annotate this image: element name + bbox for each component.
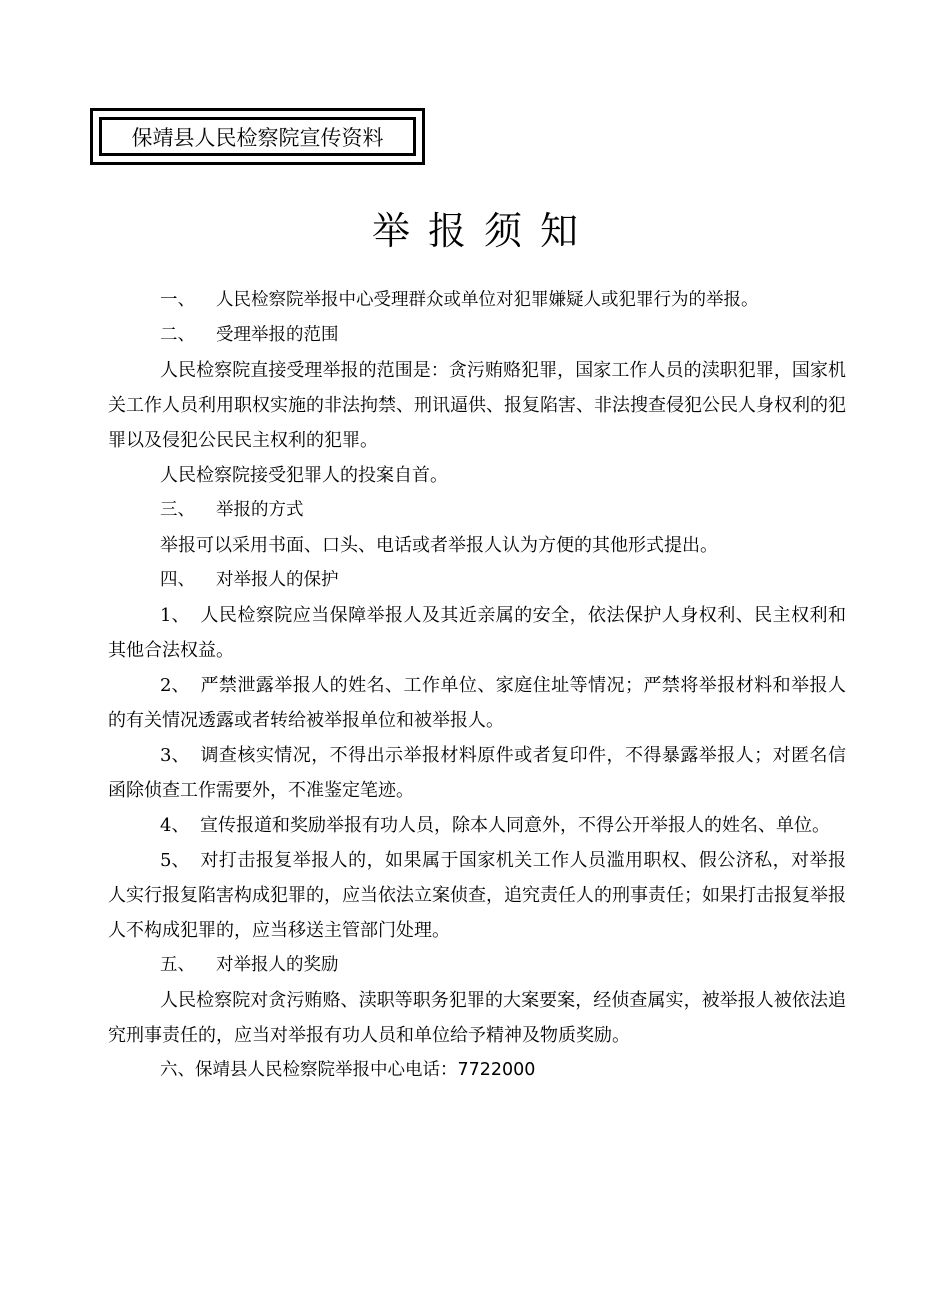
section-6-heading	[108, 1053, 846, 1088]
section-5-number: 五、	[160, 955, 195, 975]
document-title: 举报须知	[371, 209, 596, 253]
section-4-heading	[108, 563, 846, 598]
protection-item	[108, 598, 846, 668]
section-2-paragraph-1: 人民检察院直接受理举报的范围是：贪污贿赂犯罪，国家工作人员的渎职犯罪，国家机关工作人员利用职权实施的非法拘禁、刑讯逼供、报复陷害、非法搜查侵犯公民人身权利的犯罪以及侵犯公民民主权利的犯罪。	[108, 360, 846, 451]
section-3-title: 举报的方式	[216, 500, 304, 520]
section-3-paragraph-1: 举报可以采用书面、口头、电话或者举报人认为方便的其他形式提出。	[160, 535, 718, 556]
protection-item-number: 3、	[160, 745, 190, 766]
section-1	[108, 283, 846, 318]
section-4-title: 对举报人的保护	[216, 570, 339, 590]
section-2-title: 受理举报的范围	[216, 325, 339, 345]
protection-item-number: 1、	[160, 605, 190, 626]
protection-item-number: 2、	[160, 675, 190, 696]
protection-item	[108, 668, 846, 738]
section-6-number: 六、	[160, 1060, 195, 1080]
protection-item	[108, 843, 846, 948]
section-1-text: 人民检察院举报中心受理群众或单位对犯罪嫌疑人或犯罪行为的举报。	[216, 290, 759, 310]
section-4-number: 四、	[160, 570, 195, 590]
hotline-text: 保靖县人民检察院举报中心电话：7722000	[195, 1060, 536, 1080]
protection-item	[108, 738, 846, 808]
protection-item-number: 5、	[160, 850, 190, 871]
section-3-heading	[108, 493, 846, 528]
section-2-heading	[108, 318, 846, 353]
document-body	[108, 283, 846, 1088]
protection-item	[108, 808, 846, 843]
protection-item-number: 4、	[160, 815, 190, 836]
protection-item-text: 严禁泄露举报人的姓名、工作单位、家庭住址等情况；严禁将举报材料和举报人的有关情况透露或者转给被举报单位和被举报人。	[108, 675, 846, 731]
section-5-title: 对举报人的奖励	[216, 955, 339, 975]
section-5-heading	[108, 948, 846, 983]
publicity-stamp-frame	[90, 108, 425, 165]
section-2-paragraph-2: 人民检察院接受犯罪人的投案自首。	[160, 465, 448, 486]
protection-item-text: 调查核实情况，不得出示举报材料原件或者复印件，不得暴露举报人；对匿名信函除侦查工作需要外，不准鉴定笔迹。	[108, 745, 846, 801]
section-3-number: 三、	[160, 500, 195, 520]
publicity-stamp-label: 保靖县人民检察院宣传资料	[99, 117, 416, 156]
section-2-number: 二、	[160, 325, 195, 345]
section-5-paragraph-1: 人民检察院对贪污贿赂、渎职等职务犯罪的大案要案，经侦查属实，被举报人被依法追究刑事责任的，应当对举报有功人员和单位给予精神及物质奖励。	[108, 990, 846, 1046]
section-1-number: 一、	[160, 290, 195, 310]
protection-item-text: 宣传报道和奖励举报有功人员，除本人同意外，不得公开举报人的姓名、单位。	[200, 815, 830, 836]
protection-item-text: 对打击报复举报人的，如果属于国家机关工作人员滥用职权、假公济私，对举报人实行报复陷害构成犯罪的，应当依法立案侦查，追究责任人的刑事责任；如果打击报复举报人不构成犯罪的，应当移送主管部门处理。	[108, 850, 846, 941]
protection-item-text: 人民检察院应当保障举报人及其近亲属的安全，依法保护人身权利、民主权利和其他合法权益。	[108, 605, 846, 661]
